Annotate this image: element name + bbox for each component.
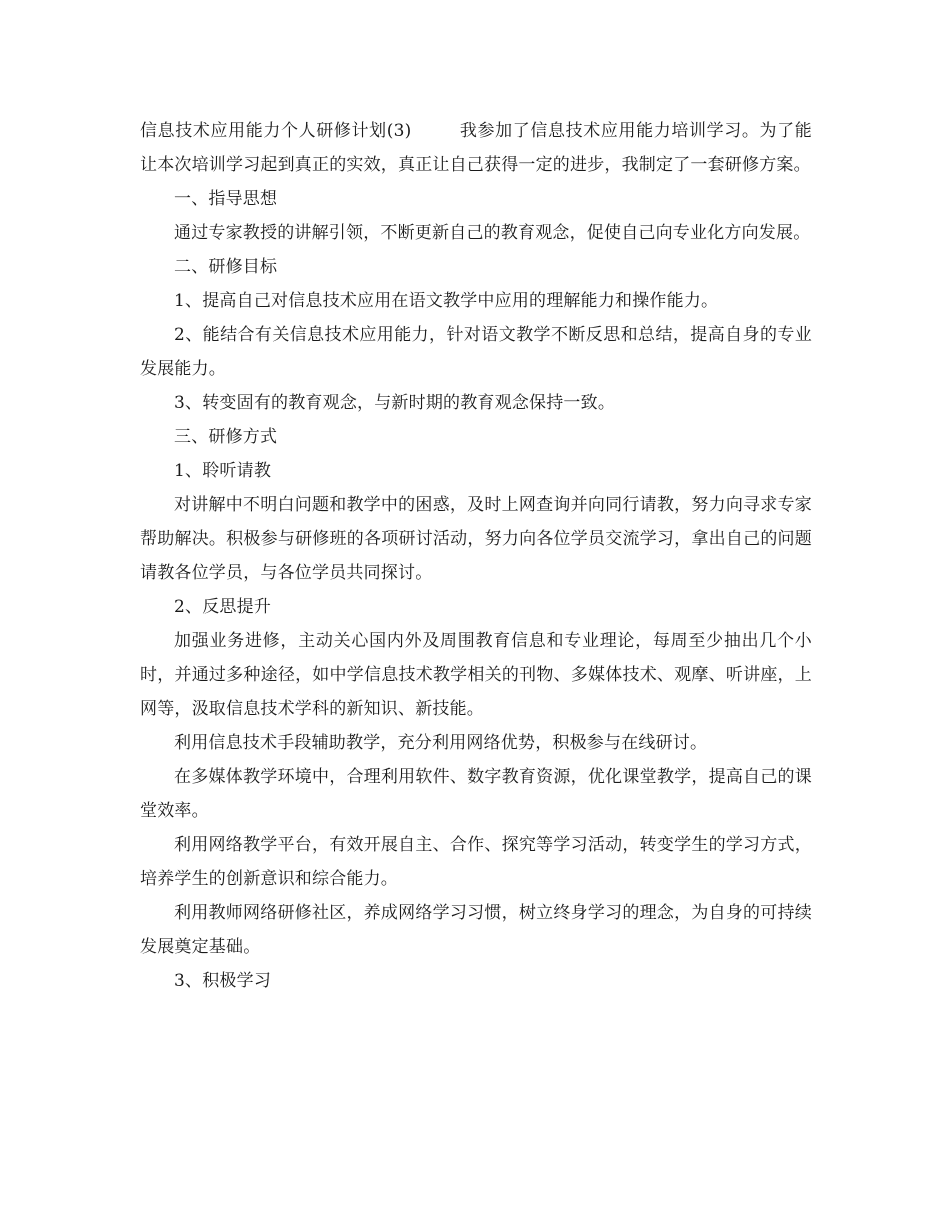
heading-study-goals: 二、研修目标 — [174, 257, 278, 277]
document-body — [140, 114, 812, 998]
paragraph: 利用信息技术手段辅助教学，充分利用网络优势，积极参与在线研讨。 — [174, 733, 708, 753]
list-item: 3、转变固有的教育观念，与新时期的教育观念保持一致。 — [174, 393, 616, 413]
list-item: 2、能结合有关信息技术应用能力，针对语文教学不断反思和总结，提高自身的专业发展能力。 — [140, 325, 812, 379]
subheading: 2、反思提升 — [174, 597, 272, 617]
document-title: 信息技术应用能力个人研修计划(3) — [140, 121, 412, 141]
heading-study-methods: 三、研修方式 — [174, 427, 278, 447]
opening-paragraph — [140, 114, 812, 182]
subheading: 1、聆听请教 — [174, 461, 272, 481]
intro-text: 我参加了信息技术应用能力培训学习。为了能让本次培训学习起到真正的实效，真正让自己获得一定的进步，我制定了一套研修方案。 — [140, 121, 813, 175]
paragraph: 对讲解中不明白问题和教学中的困惑，及时上网查询并向同行请教，努力向寻求专家帮助解决。积极参与研修班的各项研讨活动，努力向各位学员交流学习，拿出自己的问题请教各位学员，与各位学员共同探讨。 — [140, 495, 812, 583]
paragraph: 在多媒体教学环境中，合理利用软件、数字教育资源，优化课堂教学，提高自己的课堂效率。 — [140, 767, 812, 821]
paragraph: 加强业务进修，主动关心国内外及周围教育信息和专业理论，每周至少抽出几个小时，并通过多种途径，如中学信息技术教学相关的刊物、多媒体技术、观摩、听讲座，上网等，汲取信息技术学科的新知识、新技能。 — [140, 631, 812, 719]
paragraph: 利用教师网络研修社区，养成网络学习习惯，树立终身学习的理念，为自身的可持续发展奠定基础。 — [140, 903, 812, 957]
heading-guiding-thought: 一、指导思想 — [174, 189, 278, 209]
list-item: 1、提高自己对信息技术应用在语文教学中应用的理解能力和操作能力。 — [174, 291, 719, 311]
subheading: 3、积极学习 — [174, 971, 272, 991]
paragraph: 通过专家教授的讲解引领，不断更新自己的教育观念，促使自己向专业化方向发展。 — [174, 223, 811, 243]
paragraph: 利用网络教学平台，有效开展自主、合作、探究等学习活动，转变学生的学习方式，培养学生的创新意识和综合能力。 — [140, 835, 812, 889]
